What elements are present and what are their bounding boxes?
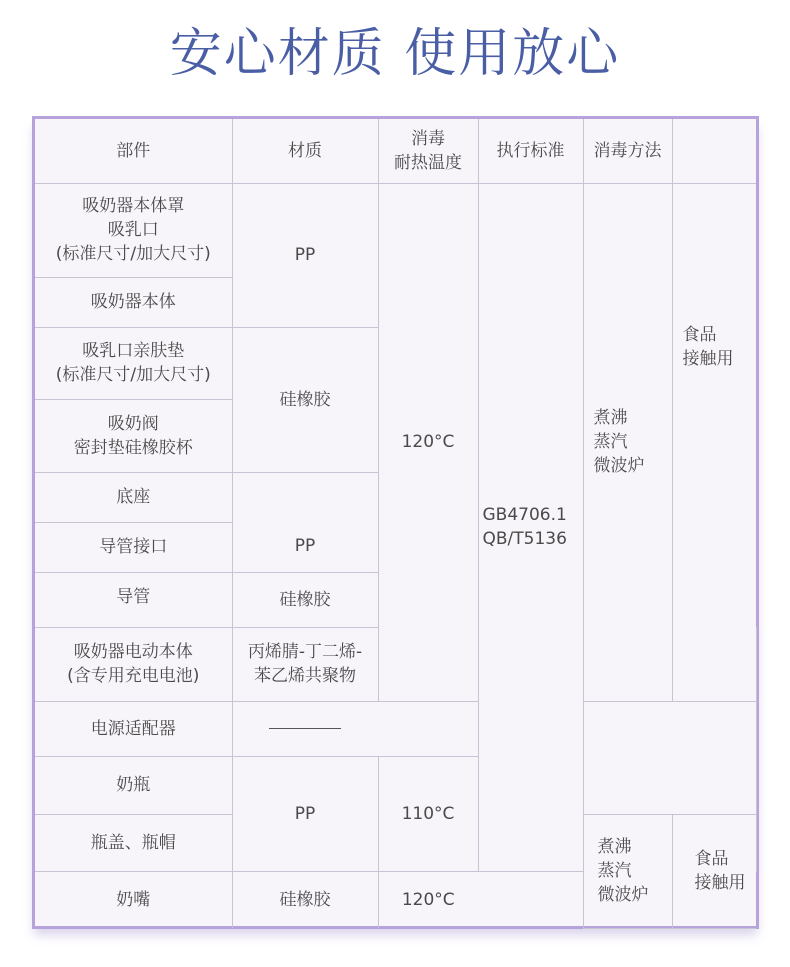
temperature-cell: 110°C [378,756,478,871]
material-table-frame [32,116,759,929]
temperature-cell: 120°C [378,871,478,928]
table-row [35,183,756,277]
part-cell: 瓶盖、瓶帽 [35,814,232,871]
material-cell: 硅橡胶 [232,327,378,472]
material-cell-empty [232,701,378,756]
part-cell: 吸奶阀 密封垫硅橡胶杯 [35,399,232,472]
part-cell: 吸奶器本体 [35,277,232,327]
header-method: 消毒方法 [583,119,672,183]
material-cell: 硅橡胶 [232,572,378,627]
part-cell: 吸奶器本体罩 吸乳口 (标准尺寸/加大尺寸) [35,183,232,277]
table-row [35,701,756,756]
page-title: 安心材质 使用放心 [169,24,621,84]
material-table [35,119,756,929]
table-header-row [35,119,756,183]
method-cell: 煮沸 蒸汽 微波炉 [583,814,672,928]
dash-line [269,728,341,729]
material-cell: PP [232,472,378,572]
part-cell: 电源适配器 [35,701,232,756]
usage-cell: 食品 接触用 [672,183,756,701]
material-cell: PP [232,756,378,871]
part-cell: 底座 [35,472,232,522]
header-usage [672,119,756,183]
part-cell: 吸奶器电动本体 (含专用充电电池) [35,627,232,701]
material-cell: PP [232,183,378,327]
header-material: 材质 [232,119,378,183]
method-cell: 煮沸 蒸汽 微波炉 [583,183,672,701]
usage-cell: 食品 接触用 [672,814,756,928]
temperature-cell: 120°C [378,183,478,701]
material-cell: 硅橡胶 [232,871,378,928]
header-standard: 执行标准 [478,119,583,183]
part-cell: 奶瓶 [35,756,232,814]
header-part: 部件 [35,119,232,183]
header-temperature: 消毒 耐热温度 [378,119,478,183]
table-row [35,756,756,814]
part-cell: 奶嘴 [35,871,232,928]
standard-cell: GB4706.1 QB/T5136 [478,183,583,871]
part-cell: 吸乳口亲肤垫 (标准尺寸/加大尺寸) [35,327,232,399]
material-cell: 丙烯腈-丁二烯- 苯乙烯共聚物 [232,627,378,701]
part-cell: 导管 [35,572,232,627]
part-cell: 导管接口 [35,522,232,572]
